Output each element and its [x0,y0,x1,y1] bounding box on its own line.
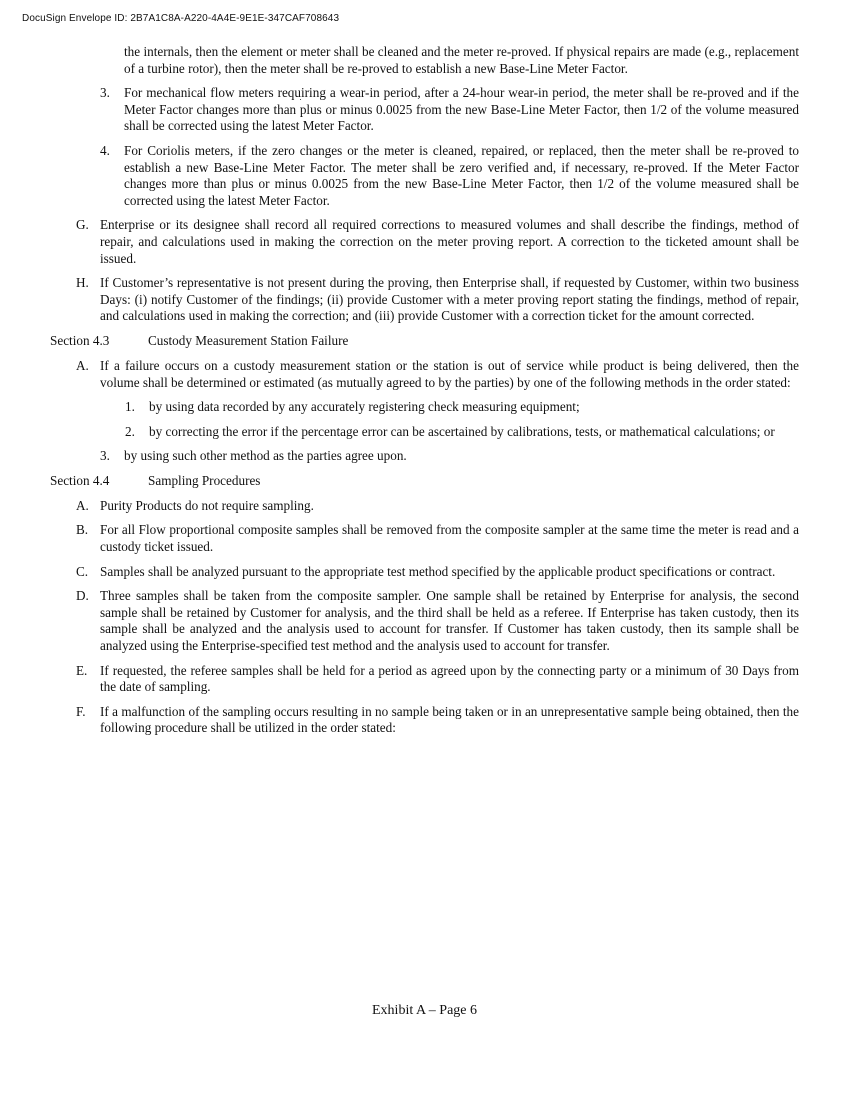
sampling-item-b [0,522,799,555]
item-label: 2. [125,423,135,439]
list-item-h [0,275,799,325]
sampling-item-e [0,663,799,696]
item-text: For all Flow proportional composite samples shall be removed from the composite sampler at the same time the meter is read and a custody ticket issued. [100,522,799,555]
list-item-3 [0,85,799,135]
envelope-id: DocuSign Envelope ID: 2B7A1C8A-A220-4A4E-9E1E-347CAF708643 [22,13,340,24]
list-item-g [0,217,799,267]
item-label: 3. [100,85,110,101]
sampling-item-d [0,588,799,654]
item-text: by correcting the error if the percentage error can be ascertained by calibrations, tests, or mathematical calculations; or [149,423,775,439]
item-text: If Customer’s representative is not present during the proving, then Enterprise shall, if requested by Customer, within two business Days: (i) notify Customer of the findings; (ii) provide Customer with a meter proving report stating the findings, method of repair, and calculations used in making the correction; and (iii) provide Customer with a correction ticket for the amount corrected. [100,275,799,324]
item-text: For mechanical flow meters requiring a wear-in period, after a 24-hour wear-in period, the meter shall be re-proved and if the Meter Factor changes more than plus or minus 0.0025 from the new Base-Line Meter Factor, then 1/2 of the volume measured shall be corrected using the latest Meter Factor. [124,85,799,134]
sampling-item-a [0,498,799,515]
section-title: Custody Measurement Station Failure [148,332,349,348]
item-text: by using such other method as the parties agree upon. [124,448,407,464]
item-text: Three samples shall be taken from the composite sampler. One sample shall be retained by Enterprise for analysis, the second sample shall be retained by Customer for analysis, and the third shall be held as a referee. If Enterprise has taken custody, then its sample shall be analyzed and the analysis used to account for transfer. If Customer has taken custody, then its sample shall be analyzed using the Enterprise-specified test method and the analysis used to account for transfer. [100,588,799,654]
document-body [0,44,849,745]
section-4-4-heading [0,473,849,490]
list-item-4 [0,143,799,209]
item-label: G. [76,217,89,233]
section-4-3-item-a [0,358,799,391]
item-label: D. [76,588,89,604]
section-4-3-heading [0,333,849,350]
item-text: If requested, the referee samples shall be held for a period as agreed upon by the connecting party or a minimum of 30 Days from the date of sampling. [100,662,799,695]
item-label: F. [76,703,86,719]
item-label: A. [76,357,89,373]
page-footer: Exhibit A – Page 6 [372,1003,477,1018]
method-1 [0,399,799,416]
item-text: Purity Products do not require sampling. [100,497,314,513]
item-label: 4. [100,142,110,158]
sampling-item-f [0,704,799,737]
item-text: For Coriolis meters, if the zero changes or the meter is cleaned, repaired, or replaced, then the meter shall be re-proved to establish a new Base-Line Meter Factor. The meter shall be zero verified and, if necessary, re-proved. If the Meter Factor changes more than plus or minus 0.0025 from the new Base-Line Meter Factor, then 1/2 of the volume measured shall be corrected using the latest Meter Factor. [124,142,799,208]
item-label: 1. [125,399,135,415]
section-title: Sampling Procedures [148,472,261,488]
item-label: B. [76,522,89,538]
continuation-paragraph: the internals, then the element or meter shall be cleaned and the meter re-proved. If physical repairs are made (e.g., replacement of a turbine rotor), then the meter shall be re-proved to establish a new Base-Line Meter Factor. [124,44,799,76]
section-number: Section 4.3 [50,332,110,348]
item-label: C. [76,563,89,579]
item-label: 3. [100,448,110,464]
item-text: If a failure occurs on a custody measurement station or the station is out of service while product is being delivered, then the volume shall be determined or estimated (as mutually agreed to by the parties) by one of the following methods in the order stated: [100,357,799,390]
item-label: H. [76,275,89,291]
item-text: Samples shall be analyzed pursuant to the appropriate test method specified by the applicable product specifications or contract. [100,563,776,579]
item-label: A. [76,497,89,513]
method-2 [0,424,799,441]
item-text: Enterprise or its designee shall record all required corrections to measured volumes and shall describe the findings, method of repair, and calculations used in making the correction on the meter proving report. A correction to the ticketed amount shall be issued. [100,217,799,266]
method-3 [0,448,799,465]
item-text: by using data recorded by any accurately registering check measuring equipment; [149,399,580,415]
item-label: E. [76,662,88,678]
section-number: Section 4.4 [50,472,110,488]
sampling-item-c [0,564,799,581]
item-text: If a malfunction of the sampling occurs resulting in no sample being taken or in an unrepresentative sample being obtained, then the following procedure shall be utilized in the order stated: [100,703,799,736]
